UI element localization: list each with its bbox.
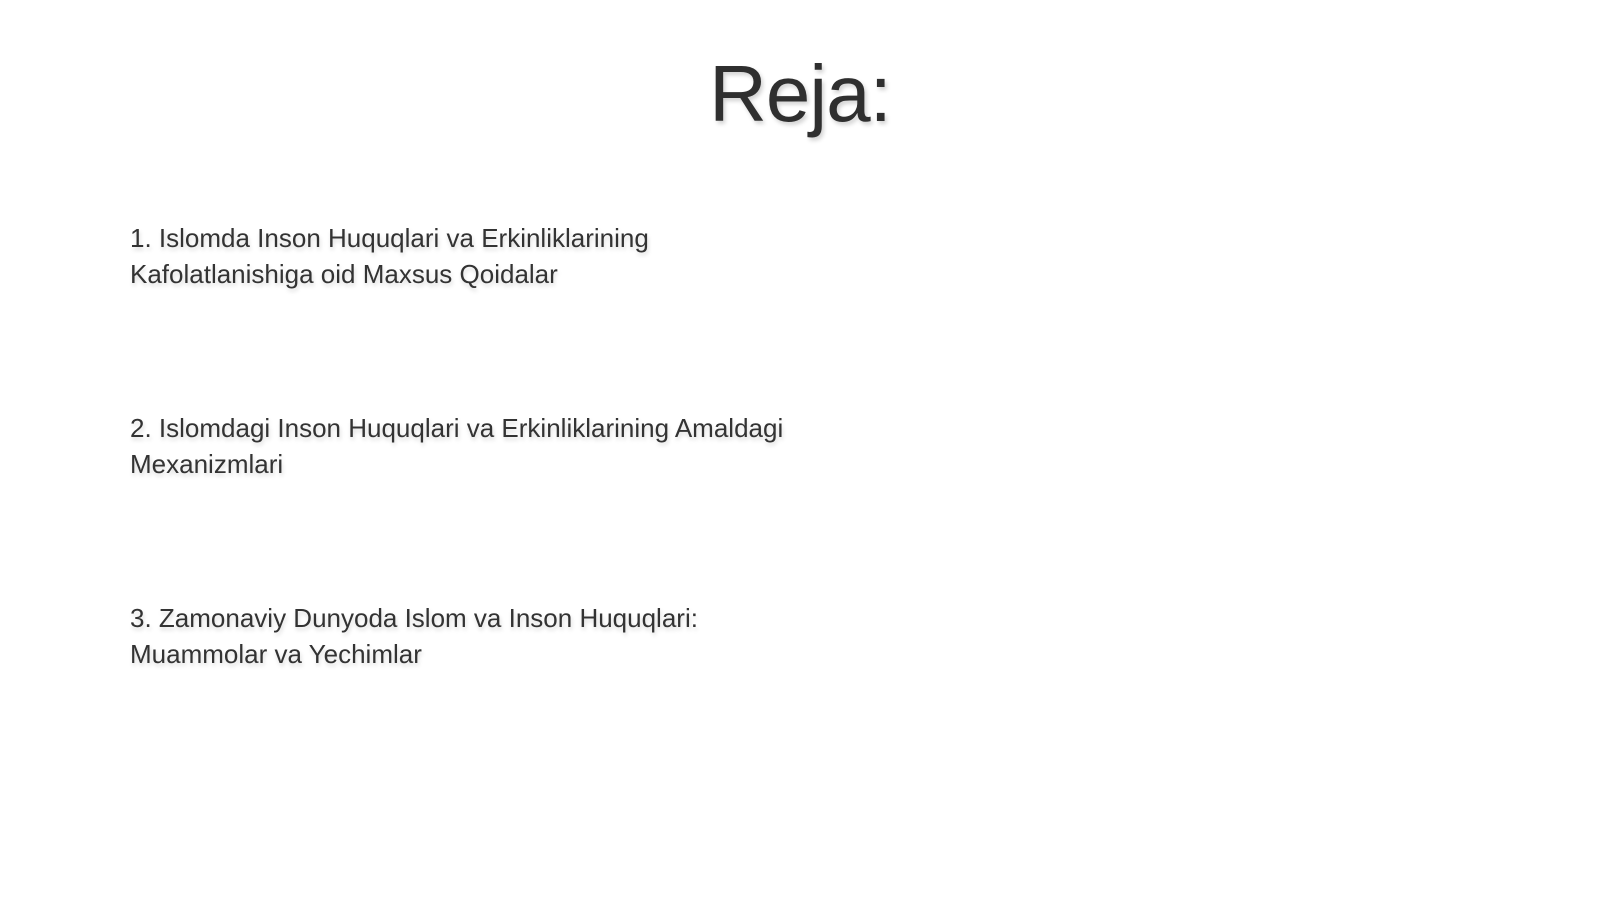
plan-item-1-line-2: Kafolatlanishiga oid Maxsus Qoidalar (130, 259, 558, 289)
plan-item-2 (130, 410, 850, 482)
plan-item-2-line-1: 2. Islomdagi Inson Huquqlari va Erkinliklarining Amaldagi (130, 413, 784, 443)
plan-item-3-line-2: Muammolar va Yechimlar (130, 639, 422, 669)
plan-item-2-line-2: Mexanizmlari (130, 449, 284, 479)
plan-item-1 (130, 220, 850, 292)
plan-item-3-line-1: 3. Zamonaviy Dunyoda Islom va Inson Huquqlari: (130, 603, 698, 633)
plan-item-3 (130, 600, 850, 672)
slide-title: Reja: (709, 49, 891, 138)
plan-item-1-line-1: 1. Islomda Inson Huquqlari va Erkinliklarining (130, 223, 649, 253)
